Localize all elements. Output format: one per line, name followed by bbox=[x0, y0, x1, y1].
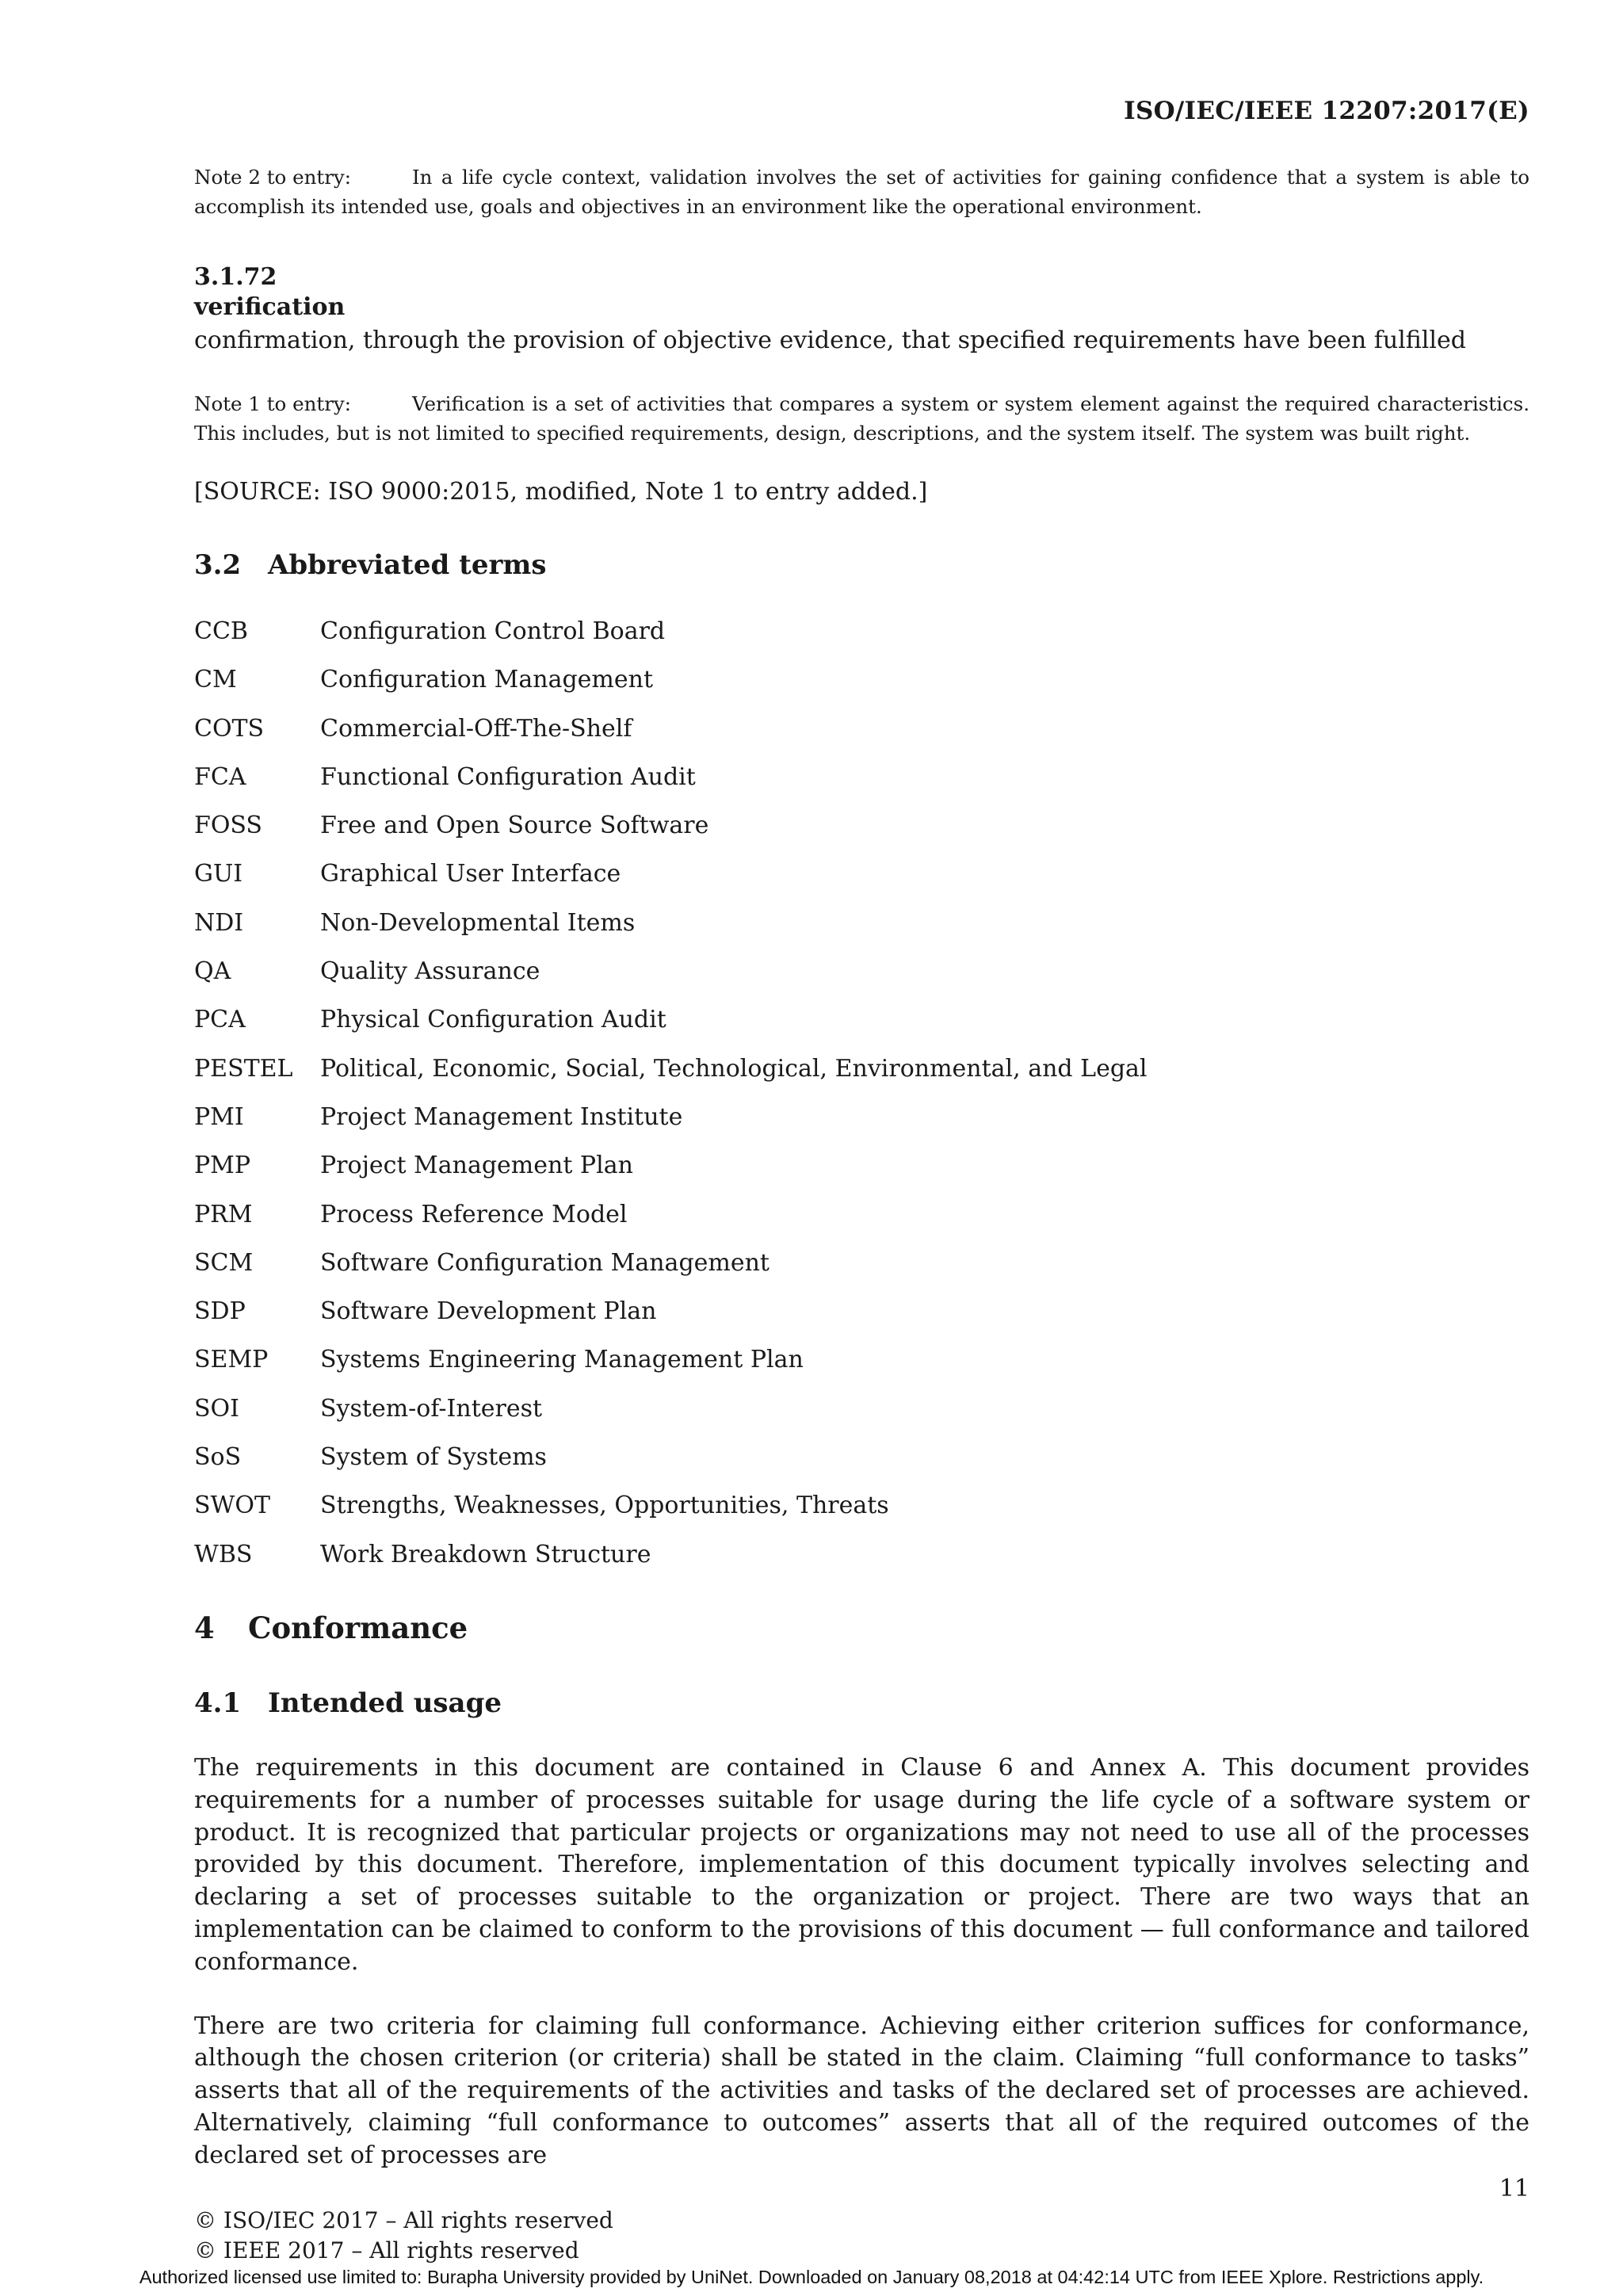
note-text: Verification is a set of activities that compares a system or system element against the required characteristics. This includes, but is not limited to specified requirements, design, descriptions, and the system itself. The system was built right. bbox=[194, 392, 1529, 445]
abbreviation-row bbox=[194, 1539, 1529, 1587]
abbreviation: PMI bbox=[194, 1102, 244, 1131]
abbreviation: COTS bbox=[194, 714, 265, 743]
abbreviation-row bbox=[194, 956, 1529, 1004]
abbreviation-meaning: Non-Developmental Items bbox=[320, 908, 636, 937]
abbreviation: SWOT bbox=[194, 1492, 270, 1520]
body-paragraph: The requirements in this document are contained in Clause 6 and Annex A. This document provides requirements for a number of processes suitable for usage during the life cycle of a software system or product. It is recognized that particular projects or organizations may not need to use all of the processes provided by this document. Therefore, implementation of this document typically involves selecting and declaring a set of processes suitable to the organization or project. There are two ways that an implementation can be claimed to conform to the provisions of this document — full conformance and tailored conformance. bbox=[194, 1753, 1529, 1976]
abbreviation: PRM bbox=[194, 1200, 253, 1228]
abbreviation-row bbox=[194, 762, 1529, 810]
body-paragraph: There are two criteria for claiming full conformance. Achieving either criterion suffices for conformance, although the chosen criterion (or criteria) shall be stated in the claim. Claiming “full conformance to tasks” asserts that all of the requirements of the activities and tasks of the declared set of processes are achieved. Alternatively, claiming “full conformance to outcomes” asserts that all of the required outcomes of the declared set of processes are bbox=[194, 2011, 1529, 2169]
abbreviation-row bbox=[194, 616, 1529, 664]
note-1-to-entry bbox=[194, 389, 1529, 448]
note-label: Note 1 to entry: bbox=[194, 392, 352, 415]
page-number: 11 bbox=[1499, 2175, 1529, 2202]
abbreviation-meaning: Process Reference Model bbox=[320, 1200, 628, 1228]
abbreviation-meaning: Software Configuration Management bbox=[320, 1248, 769, 1277]
abbreviation-row bbox=[194, 1296, 1529, 1344]
abbreviation-meaning: Strengths, Weaknesses, Opportunities, Threats bbox=[320, 1492, 889, 1520]
abbreviation-meaning: Free and Open Source Software bbox=[320, 812, 709, 840]
abbreviation-meaning: Physical Configuration Audit bbox=[320, 1006, 666, 1034]
abbreviation: PESTEL bbox=[194, 1054, 293, 1083]
abbreviation-meaning: Project Management Plan bbox=[320, 1152, 633, 1180]
note-text: In a life cycle context, validation involves the set of activities for gaining confidence that a system is able to accomplish its intended use, goals and objectives in an environment like the operational environment. bbox=[194, 166, 1529, 218]
term-definition: confirmation, through the provision of objective evidence, that specified requirements have been fulfilled bbox=[194, 327, 1466, 354]
abbreviation-row bbox=[194, 1490, 1529, 1538]
abbreviation-meaning: System of Systems bbox=[320, 1443, 547, 1472]
abbreviation: FCA bbox=[194, 762, 246, 791]
copyright-ieee: © IEEE 2017 – All rights reserved bbox=[194, 2237, 579, 2264]
abbreviation: CCB bbox=[194, 617, 248, 645]
abbreviation: QA bbox=[194, 957, 231, 986]
abbreviation-meaning: Functional Configuration Audit bbox=[320, 762, 696, 791]
abbreviation: NDI bbox=[194, 908, 244, 937]
abbreviation: SCM bbox=[194, 1248, 254, 1277]
section-heading-3-2 bbox=[194, 548, 1529, 583]
term-number: 3.1.72 bbox=[194, 263, 277, 291]
section-title: Abbreviated terms bbox=[268, 549, 547, 581]
abbreviation-row bbox=[194, 664, 1529, 712]
abbreviation: PMP bbox=[194, 1152, 251, 1180]
abbreviation: SDP bbox=[194, 1297, 246, 1326]
abbreviation-meaning: System-of-Interest bbox=[320, 1394, 543, 1423]
abbreviation-row bbox=[194, 1150, 1529, 1198]
abbreviation-meaning: Graphical User Interface bbox=[320, 860, 621, 888]
abbreviation: CM bbox=[194, 666, 237, 694]
note-label: Note 2 to entry: bbox=[194, 166, 352, 189]
copyright-block bbox=[194, 2206, 613, 2266]
abbreviation-meaning: Quality Assurance bbox=[320, 957, 540, 986]
section-number: 4 bbox=[194, 1610, 215, 1645]
document-header: ISO/IEC/IEEE 12207:2017(E) bbox=[1124, 97, 1529, 125]
copyright-iso: © ISO/IEC 2017 – All rights reserved bbox=[194, 2207, 613, 2233]
section-title: Conformance bbox=[248, 1610, 468, 1645]
abbreviation-row bbox=[194, 858, 1529, 907]
abbreviation-row bbox=[194, 1442, 1529, 1490]
abbreviation-meaning: Software Development Plan bbox=[320, 1297, 657, 1326]
abbreviation-row bbox=[194, 1053, 1529, 1102]
abbreviation: SoS bbox=[194, 1443, 242, 1472]
abbreviation-row bbox=[194, 810, 1529, 858]
abbreviation-meaning: Systems Engineering Management Plan bbox=[320, 1346, 804, 1374]
abbreviation-meaning: Political, Economic, Social, Technological, Environmental, and Legal bbox=[320, 1054, 1148, 1083]
abbreviation-row bbox=[194, 1247, 1529, 1296]
page-content bbox=[194, 162, 1529, 2196]
abbreviation-meaning: Commercial-Off-The-Shelf bbox=[320, 714, 632, 743]
abbreviation-meaning: Configuration Control Board bbox=[320, 617, 666, 645]
abbreviation-row bbox=[194, 1004, 1529, 1052]
abbreviation-row bbox=[194, 1344, 1529, 1392]
section-heading-4 bbox=[194, 1610, 1529, 1646]
abbreviation-row bbox=[194, 1393, 1529, 1442]
abbreviation: SEMP bbox=[194, 1346, 269, 1374]
abbreviation-row bbox=[194, 1199, 1529, 1247]
section-number: 4.1 bbox=[194, 1687, 242, 1719]
term-name: verification bbox=[194, 293, 346, 321]
abbreviation-row bbox=[194, 713, 1529, 762]
abbreviation-row bbox=[194, 1102, 1529, 1150]
note-2-to-entry bbox=[194, 162, 1529, 221]
abbreviation-meaning: Project Management Institute bbox=[320, 1102, 683, 1131]
section-title: Intended usage bbox=[268, 1687, 502, 1719]
abbreviation: SOI bbox=[194, 1394, 239, 1423]
abbreviation: FOSS bbox=[194, 812, 262, 840]
authorization-notice: Authorized licensed use limited to: Burapha University provided by UniNet. Downloaded on January 08,2018 at 04:42:14 UTC from IEEE Xplore. Restrictions apply. bbox=[139, 2267, 1484, 2287]
abbreviation-list bbox=[194, 616, 1529, 1587]
section-heading-4-1 bbox=[194, 1686, 1529, 1721]
abbreviation: WBS bbox=[194, 1540, 253, 1568]
term-source: [SOURCE: ISO 9000:2015, modified, Note 1 to entry added.] bbox=[194, 478, 928, 506]
abbreviation-meaning: Configuration Management bbox=[320, 666, 654, 694]
abbreviation: GUI bbox=[194, 860, 243, 888]
abbreviation: PCA bbox=[194, 1006, 246, 1034]
abbreviation-meaning: Work Breakdown Structure bbox=[320, 1540, 651, 1568]
abbreviation-row bbox=[194, 907, 1529, 956]
section-number: 3.2 bbox=[194, 549, 242, 581]
